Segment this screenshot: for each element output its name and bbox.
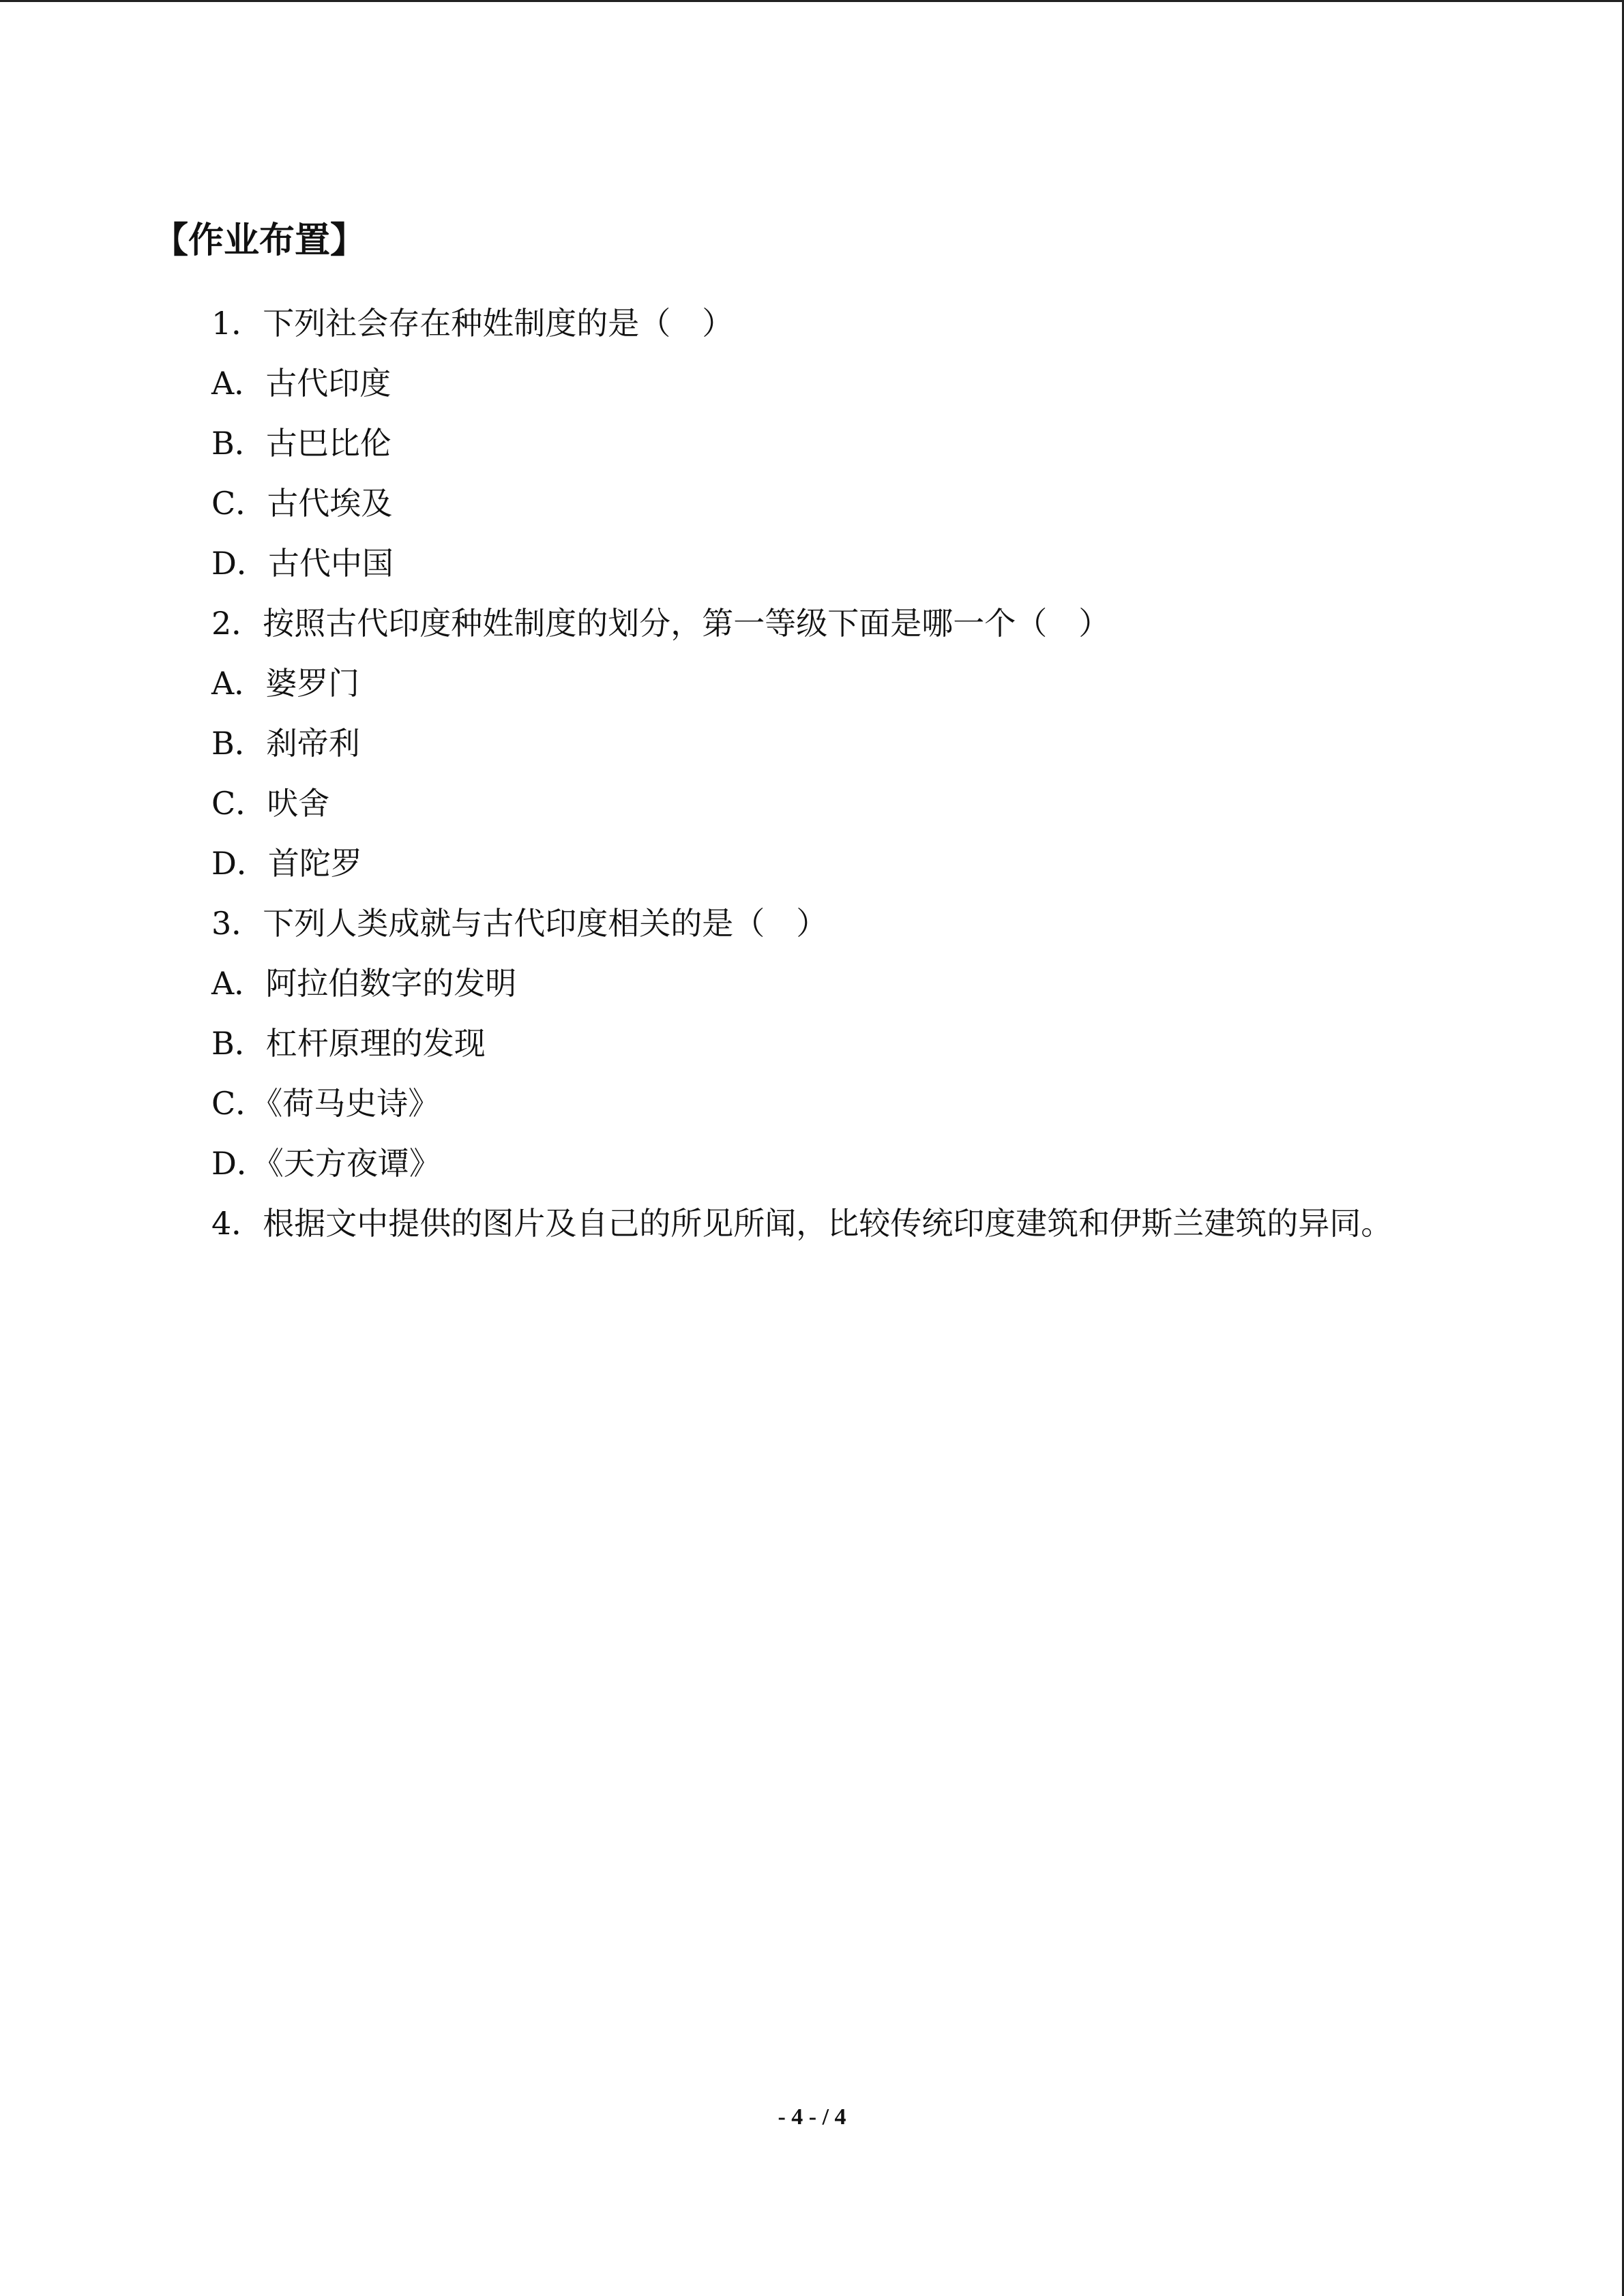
- question-2-option-c: C．吠舍: [211, 785, 330, 822]
- question-2-option-a: A．婆罗门: [211, 665, 360, 702]
- question-1-option-a: A．古代印度: [211, 365, 392, 402]
- section-title: 【作业布置】: [153, 220, 366, 261]
- question-3-option-c: C．《荷马史诗》: [211, 1085, 440, 1122]
- question-1-option-c: C．古代埃及: [211, 485, 393, 522]
- question-4-stem: 4．根据文中提供的图片及自己的所见所闻，比较传统印度建筑和伊斯兰建筑的异同。: [211, 1205, 1393, 1242]
- question-list: [211, 293, 1507, 1253]
- question-2-stem: 2．按照古代印度种姓制度的划分，第一等级下面是哪一个（ ）: [211, 605, 1110, 642]
- page-number: - 4 - / 4: [778, 2104, 846, 2130]
- question-1-option-b: B．古巴比伦: [211, 425, 392, 462]
- page-border-top: [0, 0, 1624, 2]
- question-1-stem: 1．下列社会存在种姓制度的是（ ）: [211, 305, 734, 342]
- question-2-option-d: D．首陀罗: [211, 845, 362, 882]
- question-3-stem: 3．下列人类成就与古代印度相关的是（ ）: [211, 905, 828, 942]
- question-3-option-a: A．阿拉伯数字的发明: [211, 965, 517, 1002]
- question-3-option-d: D．《天方夜谭》: [211, 1145, 441, 1182]
- question-1-option-d: D．古代中国: [211, 545, 394, 582]
- question-2-option-b: B．刹帝利: [211, 725, 360, 762]
- question-3-option-b: B．杠杆原理的发现: [211, 1025, 486, 1062]
